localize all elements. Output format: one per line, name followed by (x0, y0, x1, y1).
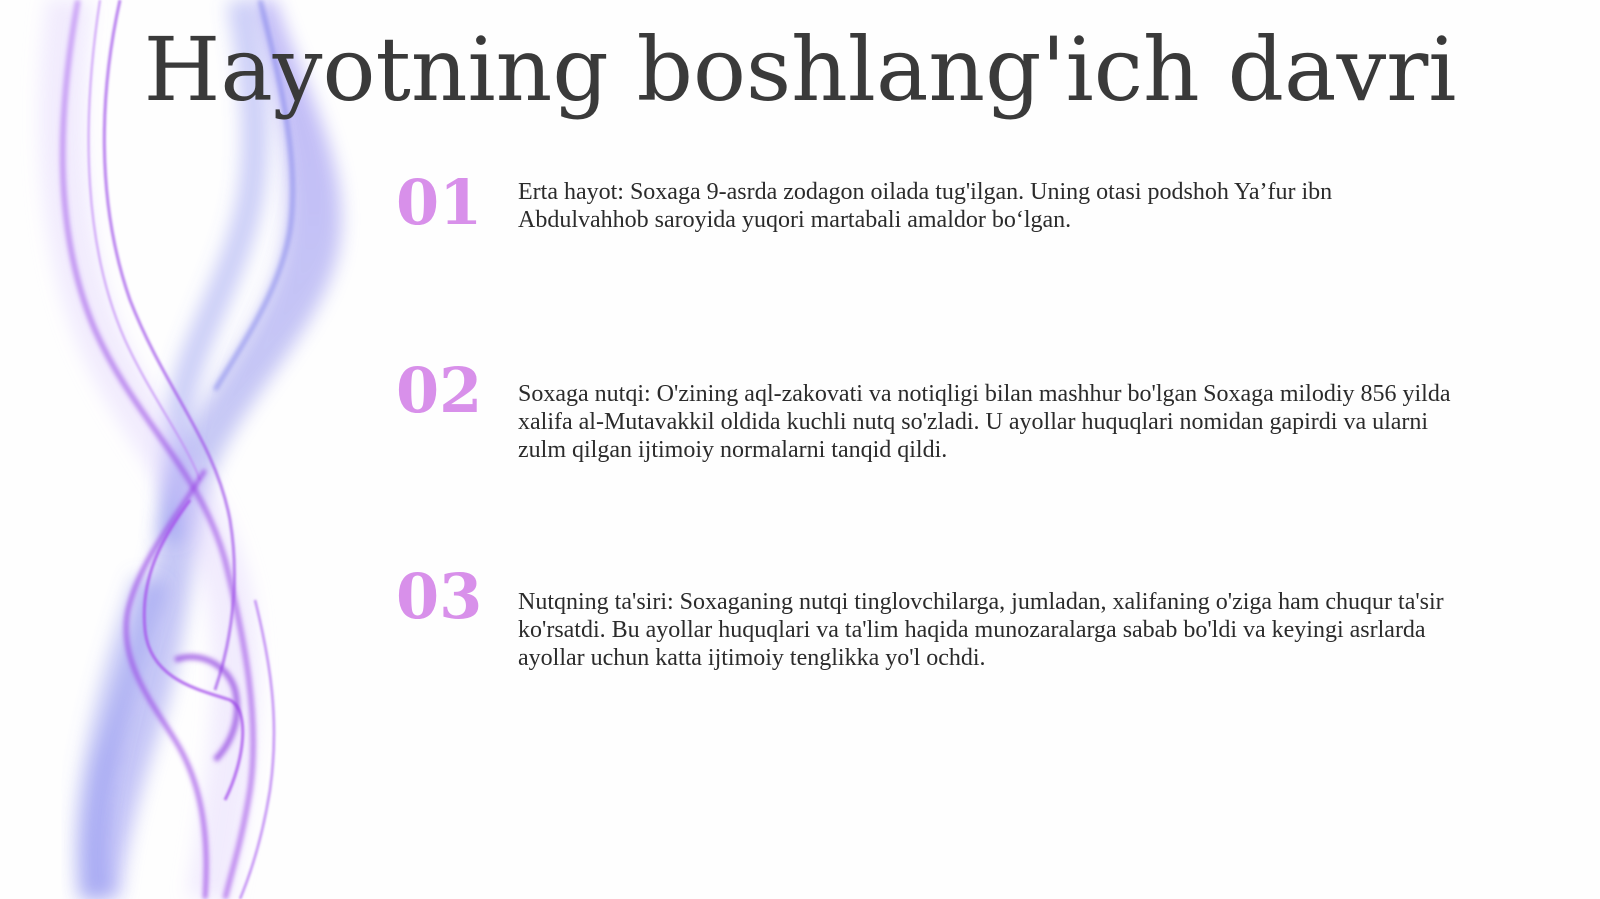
item-text: Soxaga nutqi: O'zining aql-zakovati va notiqligi bilan mashhur bo'lgan Soxaga milodiy 856 yilda xalifa al-Mutavakkil oldida kuchli nutq so'zladi. U ayollar huquqlari nomidan gapirdi va ularni zulm qilgan ijtimoiy normalarni tanqid qildi. (518, 381, 1451, 463)
item-text: Nutqning ta'siri: Soxaganing nutqi tinglovchilarga, jumladan, xalifaning o'ziga ham chuqur ta'sir ko'rsatdi. Bu ayollar huquqlari va ta'lim haqida munozaralarga sabab bo'ldi va keyingi asrlarda ayollar uchun katta ijtimoiy tenglikka yo'l ochdi. (518, 589, 1444, 671)
slide-title: Hayotning boshlang'ich davri (143, 18, 1457, 121)
item-number: 02 (396, 354, 483, 427)
smoke-decoration-icon (0, 0, 420, 899)
item-number: 03 (396, 560, 483, 633)
item-text: Erta hayot: Soxaga 9-asrda zodagon oilada tug'ilgan. Uning otasi podshoh Ya’fur ibn Abdulvahhob saroyida yuqori martabali amaldor bo‘lgan. (518, 179, 1333, 233)
item-number: 01 (396, 166, 483, 239)
